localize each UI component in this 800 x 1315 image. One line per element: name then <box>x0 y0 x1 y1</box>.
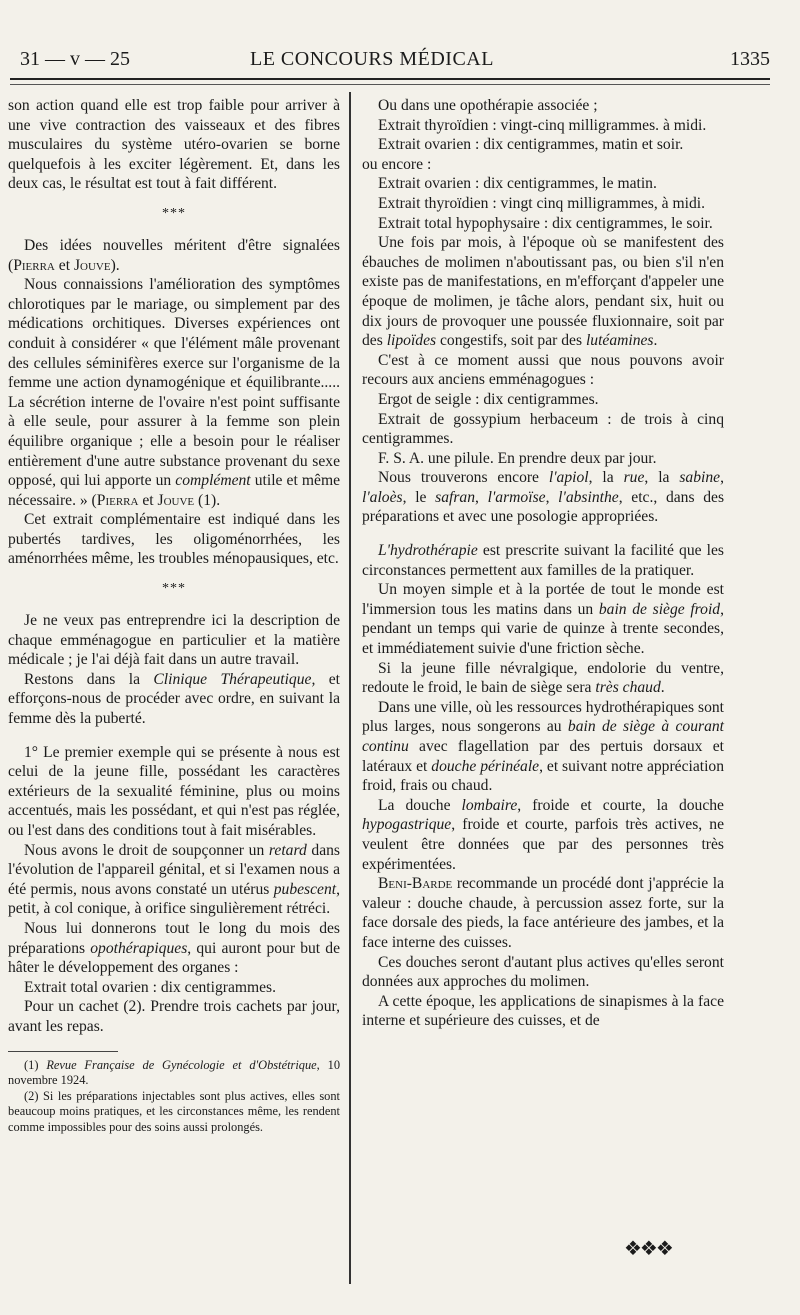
paragraph: C'est à ce moment aussi que nous pouvons avoir recours aux anciens emménagogues : <box>362 351 724 389</box>
paragraph: A cette époque, les applications de sinapismes à la face interne et supérieure des cuisses, et de <box>362 992 724 1030</box>
issue-date: 31 — v — 25 <box>20 48 130 70</box>
prescription-line: Extrait total hypophysaire : dix centigrammes, le soir. <box>378 214 713 232</box>
continuation-ornament: ❖❖❖ <box>624 1236 672 1260</box>
footnote-2: (2) Si les préparations injectables sont plus actives, elles sont beaucoup moins pratiques, et les circonstances même, les rendent comme impossibles pour des soins aussi prolongés. <box>8 1088 340 1134</box>
column-divider <box>349 92 351 1284</box>
asterism-separator: *** <box>162 205 186 221</box>
page-number: 1335 <box>730 48 770 70</box>
right-column <box>362 96 724 1031</box>
footnote-rule <box>8 1051 118 1052</box>
prescription-line: Extrait total ovarien : dix centigrammes. <box>24 978 277 996</box>
paragraph: L'hydrothérapie est prescrite suivant la facilité que les circonstances permettent aux familles de la pratiquer. <box>362 542 724 579</box>
paragraph: Dans une ville, où les ressources hydrothérapiques sont plus larges, nous songerons au bain de siège à courant continu avec flagellation par des pertuis dorsaux et latéraux et douche périnéale, et suivant notre appréciation froid, frais ou chaud. <box>362 698 725 795</box>
prescription-line: Extrait ovarien : dix centigrammes, matin et soir. <box>378 136 684 154</box>
footnotes <box>8 1058 340 1136</box>
paragraph: Un moyen simple et à la portée de tout le monde est l'immersion tous les matins dans un bain de siège froid, pendant un temps qui varie de quinze à trente secondes, et immédiatement suivie d'une friction sèche. <box>362 581 724 658</box>
prescription-line: Ergot de seigle : dix centigrammes. <box>378 390 599 408</box>
paragraph: Nous trouverons encore l'apiol, la rue, la sabine, l'aloès, le safran, l'armoïse, l'absinthe, etc., dans des préparations et avec une posologie appropriées. <box>362 469 725 526</box>
paragraph: Restons dans la Clinique Thérapeutique, et efforçons-nous de procéder avec ordre, en suivant la femme dès la puberté. <box>8 670 340 728</box>
paragraph: Nous connaissions l'amélioration des symptômes chlorotiques par le mariage, ou simplement par des médications orchitiques. Diverses expériences ont conduit à considérer « que l'élément mâle provenant des cellules séminifères exerce sur l'organisme de la femme une action dynamogénique et équilibrante..... La sécrétion interne de l'ovaire n'est point suffisante à elle seule, pour assurer à la femme son plein équilibre organique ; elle a besoin pour le réaliser entièrement d'une autre substance provenant du sexe opposé, qui lui apporte un complément utile et même nécessaire. » (Pierra et Jouve (1). <box>8 276 340 509</box>
paragraph: Beni-Barde recommande un procédé dont j'apprécie la valeur : douche chaude, à percussion assez forte, sur la face dorsale des pieds, la face antérieure des jambes, et la face interne des cuisses. <box>362 875 724 951</box>
paragraph: son action quand elle est trop faible pour arriver à une vive contraction des vaisseaux et des fibres musculaires du système utéro-ovarien se borne quelquefois à les exciter légèrement. Et, dans les deux cas, le résultat est tout à fait différent. <box>8 97 340 193</box>
paragraph: Ou dans une opothérapie associée ; <box>378 97 598 114</box>
header-rule <box>10 78 770 80</box>
page-header <box>10 48 770 78</box>
prescription-line: Extrait ovarien : dix centigrammes, le matin. <box>378 175 657 193</box>
header-rule-thin <box>10 84 770 85</box>
journal-title: LE CONCOURS MÉDICAL <box>250 48 494 70</box>
paragraph: Je ne veux pas entreprendre ici la description de chaque emménagogue en particulier et la matière médicale ; je l'ai déjà fait dans un autre travail. <box>8 612 340 669</box>
paragraph: Si la jeune fille névralgique, endolorie du ventre, redoute le froid, le bain de siège sera très chaud. <box>362 659 724 697</box>
paragraph: ou encore : <box>362 155 432 173</box>
paragraph: Pour un cachet (2). Prendre trois cachets par jour, avant les repas. <box>8 998 340 1035</box>
paragraph: La douche lombaire, froide et courte, la douche hypogastrique, froide et courte, parfois très actives, ne veulent être données que par des personnes très expérimentées. <box>362 796 724 873</box>
paragraph: Nous lui donnerons tout le long du mois des préparations opothérapiques, qui auront pour but de hâter le développement des organes : <box>8 919 341 977</box>
paragraph: Nous avons le droit de soupçonner un retard dans l'évolution de l'appareil génital, et si l'examen nous a été permis, nous avons constaté un utérus pubescent, petit, à col conique, à orifice singulièrement rétréci. <box>8 841 341 918</box>
asterism-separator: *** <box>162 581 186 597</box>
prescription-line: Extrait de gossypium herbaceum : de trois à cinq centigrammes. <box>362 410 724 448</box>
prescription-line: F. S. A. une pilule. En prendre deux par jour. <box>378 449 657 467</box>
paragraph: 1° Le premier exemple qui se présente à nous est celui de la jeune fille, possédant les caractères extérieurs de la sexualité féminine, plus ou moins accentués, mais les possédant, et qui n'est pas réglée, ou l'est dans des conditions tout à fait misérables. <box>8 743 340 839</box>
paragraph: Des idées nouvelles méritent d'être signalées (Pierra et Jouve). <box>8 236 340 274</box>
paragraph: Ces douches seront d'autant plus actives qu'elles seront données aux approches du molimen. <box>362 953 724 991</box>
paragraph: Cet extrait complémentaire est indiqué dans les pubertés tardives, les oligoménorrhées, les aménorrhées même, les troubles ménopausiques, etc. <box>8 511 340 568</box>
left-column <box>8 96 340 1136</box>
prescription-line: Extrait thyroïdien : vingt cinq milligrammes, à midi. <box>378 194 705 212</box>
footnote-1: (1) Revue Française de Gynécologie et d'Obstétrique, 10 novembre 1924. <box>8 1057 341 1088</box>
prescription-line: Extrait thyroïdien : vingt-cinq milligrammes. à midi. <box>378 116 707 134</box>
paragraph: Une fois par mois, à l'époque où se manifestent des ébauches de molimen n'aboutissant pas, ou bien s'il n'en existe pas de manifestations, en m'efforçant d'appeler une époque de molimen, je tâche alors, pendant six, huit ou dix jours de provoquer une poussée fluxionnaire, soit par des lipoïdes congestifs, soit par des lutéamines. <box>362 234 724 350</box>
